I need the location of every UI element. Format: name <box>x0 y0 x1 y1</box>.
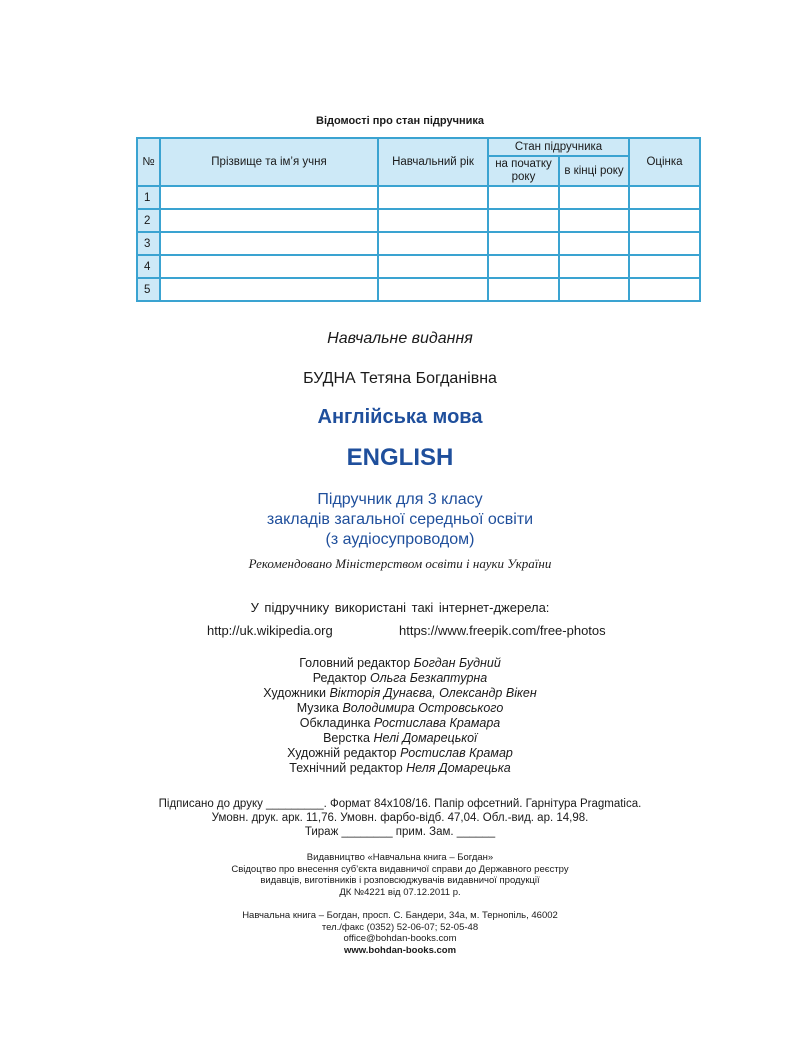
cell-end-of-year <box>559 186 629 209</box>
credit-row <box>0 686 800 701</box>
credit-row <box>0 656 800 671</box>
publisher-line: Видавництво «Навчальна книга – Богдан» <box>306 852 494 863</box>
publisher-info <box>0 852 800 898</box>
edition-type: Навчальне видання <box>327 330 473 347</box>
publisher-line: Свідоцтво про внесення суб’єкта видавничої справи до Державного реєстру <box>231 863 569 875</box>
header-end-of-year: в кінці року <box>559 156 629 186</box>
publisher-phone: тел./факс (0352) 52-06-07; 52-05-48 <box>321 921 479 933</box>
table-row <box>137 232 700 255</box>
print-info-line: Тираж ________ прим. Зам. ______ <box>304 826 496 838</box>
cell-start-of-year <box>488 232 559 255</box>
ministry-recommendation: Рекомендовано Міністерством освіти і науки України <box>248 556 552 571</box>
cell-student-name <box>160 255 378 278</box>
row-number: 3 <box>137 232 160 255</box>
publisher-address: Навчальна книга – Богдан, просп. С. Бандери, 34а, м. Тернопіль, 46002 <box>242 910 558 921</box>
credit-role: Художній редактор <box>287 746 397 760</box>
cell-student-name <box>160 232 378 255</box>
cell-student-name <box>160 209 378 232</box>
credit-role: Обкладинка <box>299 716 371 730</box>
credit-person: Вікторія Дунаєва, Олександр Вікен <box>329 686 537 700</box>
publisher-website[interactable]: www.bohdan-books.com <box>343 944 457 956</box>
credit-person: Ростислав Крамар <box>400 746 513 760</box>
credit-row <box>0 761 800 776</box>
subtitle-line: Підручник для 3 класу <box>317 491 483 508</box>
cell-grade <box>629 186 700 209</box>
credit-role: Головний редактор <box>299 656 411 670</box>
cell-grade <box>629 255 700 278</box>
book-title-english: ENGLISH <box>346 444 454 471</box>
credit-role: Верстка <box>323 731 371 745</box>
cell-grade <box>629 209 700 232</box>
credit-person: Неля Домарецька <box>406 761 511 775</box>
publisher-line: ДК №4221 від 07.12.2011 р. <box>339 886 461 898</box>
print-info-line: Умовн. друк. арк. 11,76. Умовн. фарбо-відб. 47,04. Обл.-вид. ар. 14,98. <box>211 812 589 824</box>
book-title-ukrainian: Англійська мова <box>317 406 483 428</box>
credit-person: Ольга Безкаптурна <box>370 671 488 685</box>
source-link-freepik[interactable]: https://www.freepik.com/free-photos <box>399 623 606 638</box>
cell-grade <box>629 278 700 301</box>
credit-role: Художники <box>263 686 326 700</box>
cell-end-of-year <box>559 232 629 255</box>
subtitle-line: (з аудіосупроводом) <box>325 531 475 548</box>
row-number: 4 <box>137 255 160 278</box>
cell-start-of-year <box>488 255 559 278</box>
table-row <box>137 209 700 232</box>
credit-person: Ростислава Крамара <box>373 716 501 730</box>
credit-row <box>0 671 800 686</box>
credit-row <box>0 746 800 761</box>
cell-start-of-year <box>488 209 559 232</box>
table-row <box>137 278 700 301</box>
table-title: Відомості про стан підручника <box>316 115 484 127</box>
cell-school-year <box>378 278 488 301</box>
header-grade: Оцінка <box>629 138 700 186</box>
credit-role: Технічний редактор <box>289 761 403 775</box>
row-number: 5 <box>137 278 160 301</box>
credit-row <box>0 716 800 731</box>
cell-school-year <box>378 255 488 278</box>
row-number: 1 <box>137 186 160 209</box>
cell-school-year <box>378 232 488 255</box>
cell-school-year <box>378 186 488 209</box>
table-row <box>137 255 700 278</box>
credit-row <box>0 701 800 716</box>
table-row <box>137 186 700 209</box>
print-info <box>0 797 800 839</box>
header-student-name: Прізвище та ім’я учня <box>160 138 378 186</box>
cell-end-of-year <box>559 209 629 232</box>
book-subtitle <box>0 490 800 550</box>
credit-role: Музика <box>296 701 339 715</box>
credit-person: Нелі Домарецької <box>373 731 477 745</box>
credit-row <box>0 731 800 746</box>
row-number: 2 <box>137 209 160 232</box>
cell-start-of-year <box>488 186 559 209</box>
publisher-line: видавців, виготівників і розповсюджувачів видавничої продукції <box>260 875 540 886</box>
cell-start-of-year <box>488 278 559 301</box>
cell-grade <box>629 232 700 255</box>
credit-role: Редактор <box>312 671 367 685</box>
cell-school-year <box>378 209 488 232</box>
cell-student-name <box>160 278 378 301</box>
header-no: № <box>137 138 160 186</box>
author-name: БУДНА Тетяна Богданівна <box>303 370 497 387</box>
header-start-of-year: на початку року <box>488 156 559 186</box>
credit-person: Богдан Будний <box>413 656 501 670</box>
header-school-year: Навчальний рік <box>378 138 488 186</box>
subtitle-line: закладів загальної середньої освіти <box>266 511 534 528</box>
textbook-condition-table <box>136 137 701 302</box>
source-link-wikipedia[interactable]: http://uk.wikipedia.org <box>207 623 333 638</box>
sources-intro: У підручнику використані такі інтернет-джерела: <box>250 600 550 615</box>
credit-person: Володимира Островського <box>342 701 504 715</box>
print-info-line: Підписано до друку _________. Формат 84х108/16. Папір офсетний. Гарнітура Pragmatica. <box>158 798 642 810</box>
credits-list <box>0 656 800 776</box>
cell-student-name <box>160 186 378 209</box>
cell-end-of-year <box>559 255 629 278</box>
publisher-contacts <box>0 910 800 956</box>
header-condition: Стан підручника <box>488 138 629 156</box>
publisher-email[interactable]: office@bohdan-books.com <box>343 933 457 944</box>
cell-end-of-year <box>559 278 629 301</box>
